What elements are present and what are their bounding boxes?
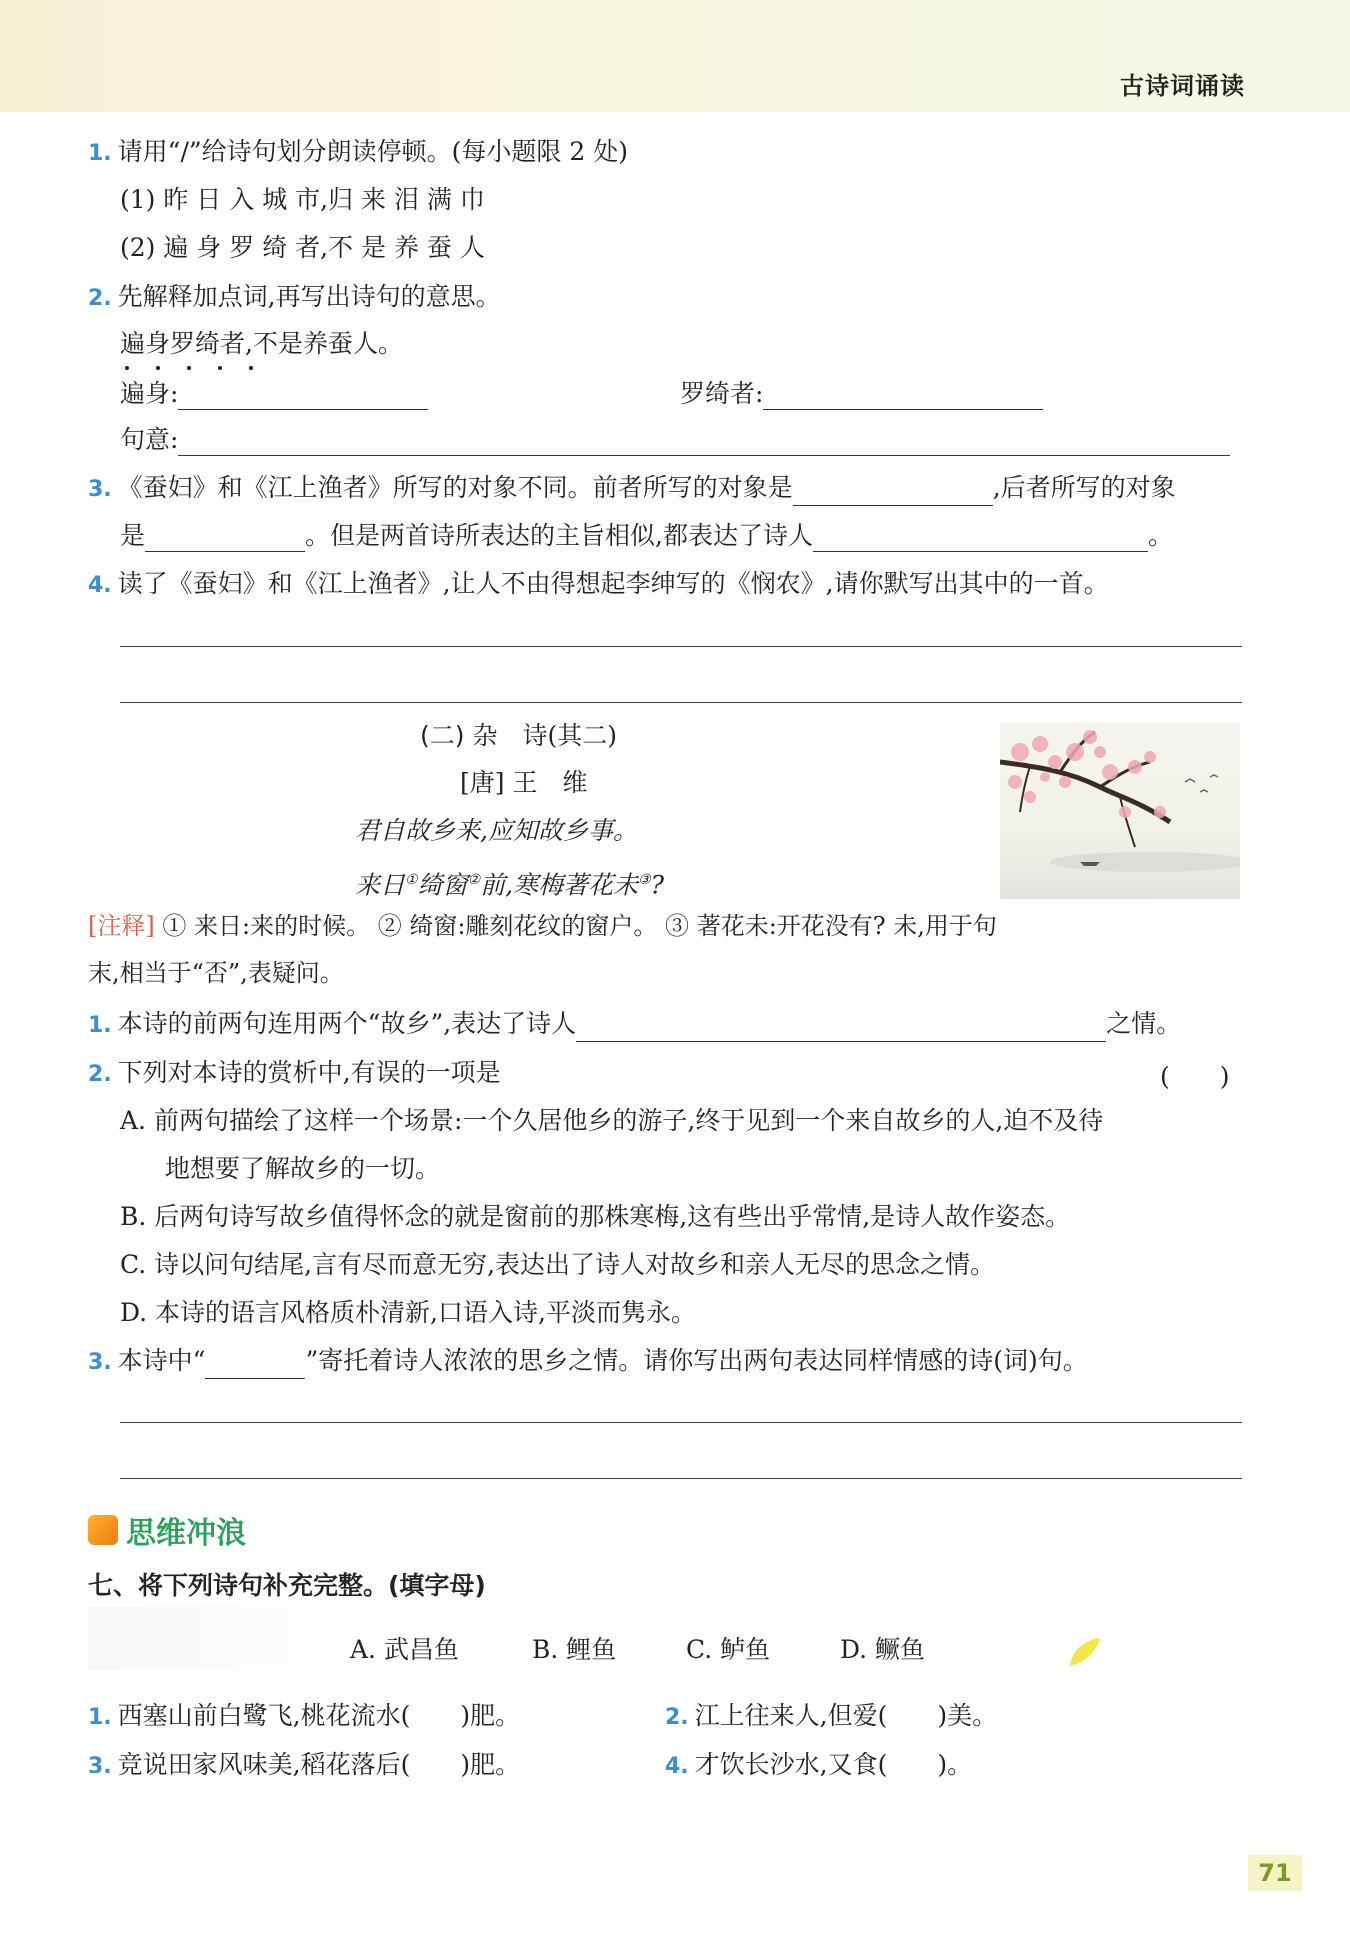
answer-line[interactable] (120, 646, 1242, 647)
question-text: ,后者所写的对象 (992, 473, 1176, 502)
fill-item-1 (88, 1700, 520, 1734)
question-text: 之情。 (1106, 1009, 1182, 1038)
blank-luoqizhe (680, 378, 1043, 410)
label-bianshen: 遍身: (120, 379, 179, 408)
question-number: 2. (665, 1705, 689, 1730)
page-number: 71 (1248, 1855, 1302, 1891)
question-number: 3. (88, 1754, 112, 1779)
question-text: 本诗中“ (117, 1346, 206, 1375)
notes (88, 910, 997, 942)
emphasis-dots (125, 355, 280, 374)
p2-question-2 (88, 1057, 501, 1091)
question-3 (88, 472, 1176, 506)
question-number: 1. (88, 1705, 112, 1730)
poem2-text: ? (650, 870, 665, 900)
poem2-line-1: 君自故乡来,应知故乡事。 (355, 816, 638, 845)
question-2 (88, 281, 501, 315)
blank-juyi (120, 424, 1230, 456)
emphasis-dot (249, 366, 253, 370)
question-number: 3. (88, 477, 112, 502)
poem2-line-2 (355, 864, 664, 901)
poem2-text: 前,寒梅著花未 (480, 870, 639, 900)
emphasis-dot (156, 366, 160, 370)
question-text: 。 (1147, 521, 1173, 550)
poem-title-sub: (其二) (547, 721, 617, 750)
answer-blank[interactable] (145, 529, 305, 552)
fill-item-3 (88, 1749, 520, 1783)
p2-question-1 (88, 1008, 1181, 1042)
answer-blank[interactable] (178, 433, 1230, 456)
plum-blossom-icon (1000, 722, 1240, 899)
item-text: 竞说田家风味美,稻花落后( (117, 1750, 411, 1779)
emphasis-dot (218, 366, 222, 370)
answer-line[interactable] (120, 702, 1242, 703)
answer-line[interactable] (120, 1478, 1242, 1479)
answer-blank[interactable] (793, 483, 993, 506)
question-number: 3. (88, 1350, 112, 1375)
item-text: 江上往来人,但爱( (694, 1701, 888, 1730)
poem-title-main: (二) 杂 诗 (420, 721, 548, 750)
question-text: 先解释加点词,再写出诗句的意思。 (117, 282, 501, 311)
fill-item-2 (665, 1700, 997, 1734)
choice-A: A. 武昌鱼 (350, 1635, 459, 1664)
question-text: 本诗的前两句连用两个“故乡”,表达了诗人 (117, 1009, 577, 1038)
label-juyi: 句意: (120, 425, 179, 454)
item-text: )美。 (937, 1701, 998, 1730)
question-text: 读了《蚕妇》和《江上渔者》,让人不由得想起李绅写的《悯农》,请你默写出其中的一首。 (117, 569, 1109, 598)
note-mark: ③ (638, 872, 651, 888)
emphasis-dot (125, 366, 129, 370)
question-text: ”寄托着诗人浓浓的思乡之情。请你写出两句表达同样情感的诗(词)句。 (305, 1346, 1088, 1375)
poem2-text: 来日 (355, 870, 406, 900)
item-text: )肥。 (460, 1750, 521, 1779)
label-luoqizhe: 罗绮者: (680, 379, 764, 408)
fill-item-4 (665, 1749, 972, 1783)
question-text: 下列对本诗的赏析中,有误的一项是 (117, 1058, 501, 1087)
question-number: 4. (665, 1754, 689, 1779)
poem-title (420, 720, 617, 752)
thinking-header (88, 1508, 246, 1552)
answer-blank[interactable] (205, 1356, 305, 1379)
note-mark: ② (467, 872, 481, 888)
answer-blank[interactable] (763, 387, 1043, 410)
emphasis-dot (187, 366, 191, 370)
p2-question-3 (88, 1345, 1088, 1379)
option-C[interactable]: C. 诗以问句结尾,言有尽而意无穷,表达出了诗人对故乡和亲人无尽的思念之情。 (120, 1250, 996, 1279)
question-text: 请用“/”给诗句划分朗读停顿。(每小题限 2 处) (117, 137, 628, 166)
answer-blank[interactable] (813, 529, 1148, 552)
poem-author: [唐] 王 维 (460, 768, 588, 797)
choice-D: D. 鳜鱼 (840, 1635, 926, 1664)
question-number: 2. (88, 286, 112, 311)
question-3-cont (120, 520, 1173, 552)
question-1 (88, 136, 628, 170)
choice-C: C. 鲈鱼 (686, 1635, 771, 1664)
question-text: 。但是两首诗所表达的主旨相似,都表达了诗人 (305, 521, 813, 550)
question-number: 1. (88, 141, 112, 166)
question-text: 是 (120, 521, 146, 550)
note-mark: ① (405, 872, 418, 888)
question-number: 2. (88, 1062, 112, 1087)
answer-blank[interactable] (178, 387, 428, 410)
quote-line: 遍身罗绮者,不是养蚕人。 (120, 329, 403, 358)
option-A-cont: 地想要了解故乡的一切。 (165, 1154, 441, 1183)
item-text: 西塞山前白鹭飞,桃花流水( (117, 1701, 411, 1730)
blank-bianshen (120, 378, 428, 410)
question-number: 1. (88, 1013, 112, 1038)
leaf-icon (1066, 1634, 1102, 1670)
poem-line-2: (2) 遍 身 罗 绮 者,不 是 养 蚕 人 (120, 233, 485, 262)
notes-cont: 末,相当于“否”,表疑问。 (88, 959, 344, 987)
question-4 (88, 568, 1109, 602)
option-A[interactable]: A. 前两句描绘了这样一个场景:一个久居他乡的游子,终于见到一个来自故乡的人,迫不及待 (120, 1106, 1104, 1135)
note-text: ① 来日:来的时候。 ② 绮窗:雕刻花纹的窗户。 ③ 著花未:开花没有? 未,用于句 (162, 912, 997, 940)
question-7: 七、将下列诗句补充完整。(填字母) (88, 1571, 486, 1600)
wave-icon (88, 1515, 118, 1545)
choice-B: B. 鲤鱼 (532, 1635, 617, 1664)
item-text: )肥。 (460, 1701, 521, 1730)
section-title: 古诗词诵读 (1120, 72, 1245, 100)
note-tag: [注释] (88, 912, 155, 940)
thinking-label: 思维冲浪 (126, 1516, 246, 1551)
item-text: )。 (937, 1750, 973, 1779)
option-D[interactable]: D. 本诗的语言风格质朴清新,口语入诗,平淡而隽永。 (120, 1298, 696, 1327)
question-text: 《蚕妇》和《江上渔者》所写的对象不同。前者所写的对象是 (117, 473, 793, 502)
poem2-text: 绮窗 (417, 870, 468, 900)
option-B[interactable]: B. 后两句诗写故乡值得怀念的就是窗前的那株寒梅,这有些出乎常情,是诗人故作姿态。 (120, 1202, 1071, 1231)
answer-line[interactable] (120, 1422, 1242, 1423)
item-text: 才饮长沙水,又食( (694, 1750, 888, 1779)
plum-blossom-painting (1000, 722, 1240, 899)
answer-paren[interactable]: ( ) (1160, 1062, 1230, 1091)
question-number: 4. (88, 573, 112, 598)
poem-line-1: (1) 昨 日 入 城 市,归 来 泪 满 巾 (120, 185, 485, 214)
answer-blank[interactable] (576, 1019, 1106, 1042)
